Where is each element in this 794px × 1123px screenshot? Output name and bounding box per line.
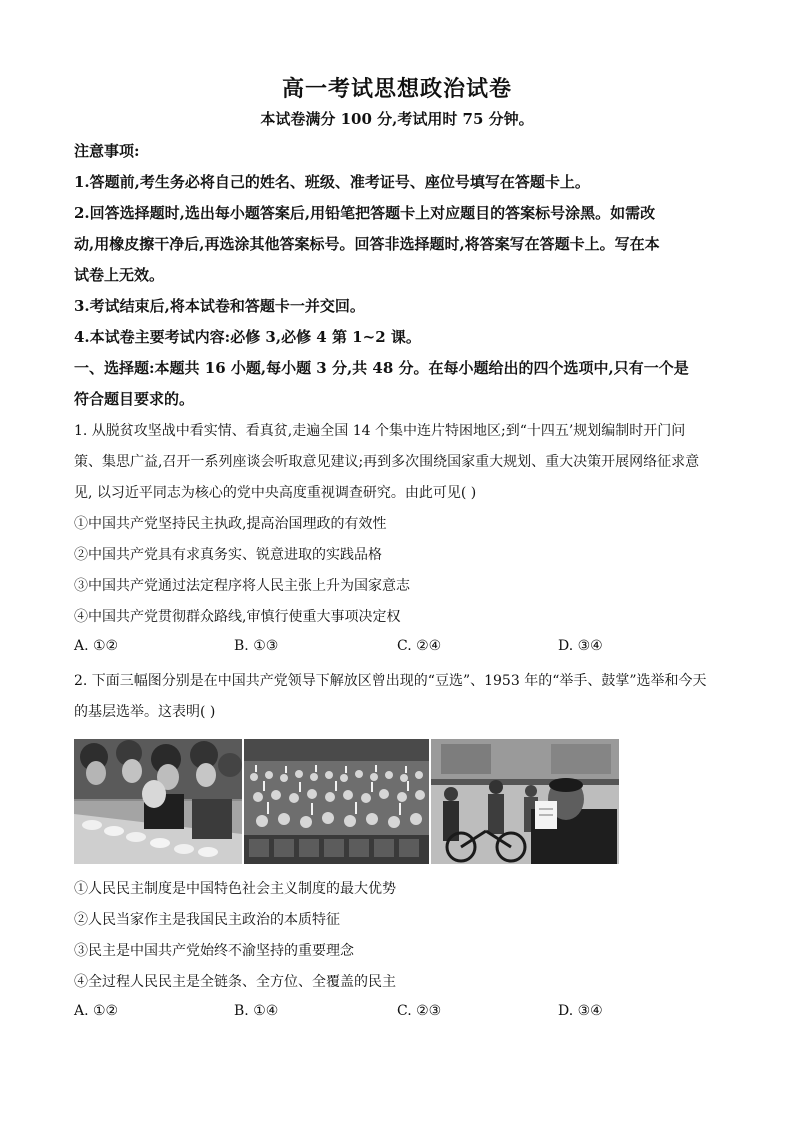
q1-stem-line: 策、集思广益,召开一系列座谈会听取意见建议;再到多次围绕国家重大规划、重大决策开展网络征求意 [74,454,700,470]
notice-item: 动,用橡皮擦干净后,再选涂其他答案标号。回答非选择题时,将答案写在答题卡上。写在本 [74,235,660,253]
q1-option-b[interactable]: B. ①③ [234,638,279,654]
hand-raising-vote-photo [244,739,429,864]
q2-option-d[interactable]: D. ③④ [558,1003,603,1019]
q2-statement: ①人民民主制度是中国特色社会主义制度的最大优势 [74,881,396,897]
q2-options [74,1003,724,1023]
notice-item: 4.本试卷主要考试内容:必修 3,必修 4 第 1~2 课。 [74,328,421,346]
q2-stem-line: 2. 下面三幅图分别是在中国共产党领导下解放区曾出现的“豆选”、1953 年的“举手、鼓掌”选举和今天 [74,673,707,689]
q1-option-d[interactable]: D. ③④ [558,638,603,654]
q2-statement: ③民主是中国共产党始终不渝坚持的重要理念 [74,943,354,959]
q1-statement: ②中国共产党具有求真务实、锐意进取的实践品格 [74,547,382,563]
q2-photo-strip [74,739,619,864]
q2-stem-line: 的基层选举。这表明( ) [74,704,216,720]
notice-item: 3.考试结束后,将本试卷和答题卡一并交回。 [74,297,365,315]
q2-option-a[interactable]: A. ①② [74,1003,119,1019]
q1-statement: ④中国共产党贯彻群众路线,审慎行使重大事项决定权 [74,609,401,625]
notice-item: 1.答题前,考生务必将自己的姓名、班级、准考证号、座位号填写在答题卡上。 [74,173,590,191]
section-heading: 一、选择题:本题共 16 小题,每小题 3 分,共 48 分。在每小题给出的四个选项中,只有一个是 [74,359,689,377]
notice-item: 2.回答选择题时,选出每小题答案后,用铅笔把答题卡上对应题目的答案标号涂黑。如需改 [74,204,656,222]
section-heading: 符合题目要求的。 [74,390,195,408]
q1-options [74,638,724,658]
q1-option-a[interactable]: A. ①② [74,638,119,654]
exam-subtitle: 本试卷满分 100 分,考试用时 75 分钟。 [260,110,534,128]
q2-option-c[interactable]: C. ②③ [397,1003,442,1019]
q1-statement: ③中国共产党通过法定程序将人民主张上升为国家意志 [74,578,410,594]
q2-statement: ④全过程人民民主是全链条、全方位、全覆盖的民主 [74,974,396,990]
q2-option-b[interactable]: B. ①④ [234,1003,279,1019]
q1-option-c[interactable]: C. ②④ [397,638,442,654]
q2-statement: ②人民当家作主是我国民主政治的本质特征 [74,912,340,928]
exam-title: 高一考试思想政治试卷 [281,76,512,102]
notice-heading: 注意事项: [74,142,140,160]
q1-stem-line: 见, 以习近平同志为核心的党中央高度重视调查研究。由此可见( ) [74,485,477,501]
q1-stem-line: 1. 从脱贫攻坚战中看实情、看真贫,走遍全国 14 个集中连片特困地区;到“十四五’规划编制时开门问 [74,423,686,439]
bean-voting-photo [74,739,242,864]
grassroots-election-photo [431,739,619,864]
q1-statement: ①中国共产党坚持民主执政,提高治国理政的有效性 [74,516,387,532]
notice-item: 试卷上无效。 [74,266,165,284]
